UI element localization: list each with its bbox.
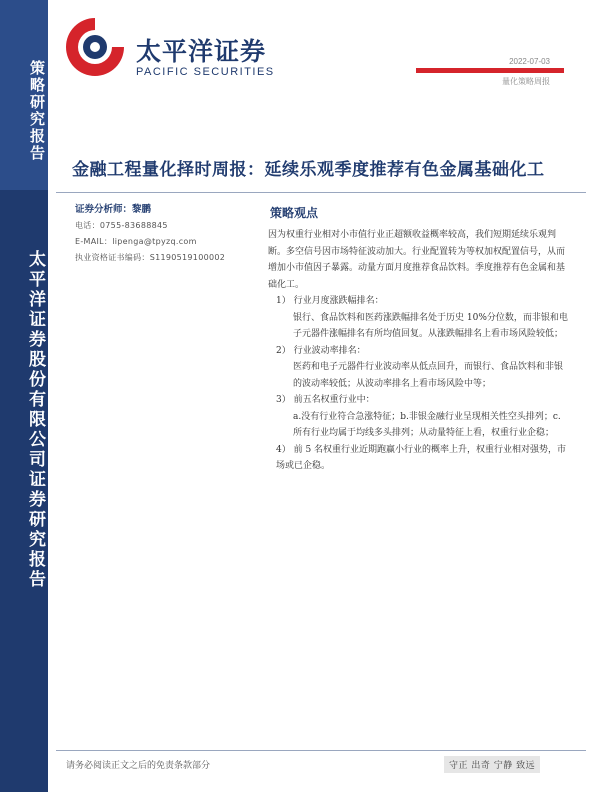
page-title: 金融工程量化择时周报：延续乐观季度推荐有色金属基础化工 <box>72 160 545 180</box>
section-title: 策略观点 <box>270 206 319 220</box>
brand-name-cn: 太平洋证券 <box>136 37 267 66</box>
strategy-body <box>268 227 568 475</box>
analyst-name: 证券分析师：黎鹏 <box>75 204 152 215</box>
sidebar <box>0 0 48 792</box>
list-item-detail: a.没有行业符合急涨特征；b.非银金融行业呈现相关性空头排列；c. 所有行业均属于均线多头排列；从动量特征上看，权重行业企稳； <box>293 411 561 438</box>
list-item-detail: 银行、食品饮料和医药涨跌幅排名处于历史 10%分位数，而非银和电子元器件涨幅排名有所均值回复。从涨跌幅排名上看市场风险较低； <box>293 312 568 339</box>
report-date: 2022-07-03 <box>509 57 550 66</box>
analyst-license: 执业资格证书编码：S1190519100002 <box>75 253 226 262</box>
intro-paragraph: 因为权重行业相对小市值行业正超额收益概率较高，我们短期延续乐观判断。多空信号因市场特征波动加大。行业配置转为等权加权配置信号，从而增加小市值因子暴露。动量方面月度推荐食品饮料。季度推荐有色金属和基础化工。 <box>268 230 566 290</box>
footer-divider <box>56 750 586 751</box>
list-item-heading: 2） 行业波动率排名： <box>276 345 366 356</box>
analyst-email: E-MAIL：lipenga@tpyzq.com <box>75 237 197 246</box>
report-type: 量化策略周报 <box>502 77 550 86</box>
header-accent-bar <box>416 68 564 73</box>
analyst-phone: 电话：0755-83688845 <box>75 221 168 230</box>
list-item-heading: 1） 行业月度涨跌幅排名： <box>276 296 384 306</box>
list-item-detail: 医药和电子元器件行业波动率从低点回升，而银行、食品饮料和非银的波动率较低；从波动率排名上看市场风险中等； <box>293 362 564 389</box>
list-item-heading: 3） 前五名权重行业中： <box>276 395 375 405</box>
list-item-heading: 4） 前 5 名权重行业近期跑赢小行业的概率上升，权重行业相对强势，市场或已企稳。 <box>276 444 567 471</box>
title-divider <box>56 192 586 193</box>
company-motto: 守正 出奇 宁静 致远 <box>444 756 540 773</box>
analyst-info <box>75 202 225 266</box>
brand-name-en: PACIFIC SECURITIES <box>136 66 275 78</box>
sidebar-top-label: 策略研究报告 <box>28 60 46 162</box>
sidebar-vertical-label: 太平洋证券股份有限公司证券研究报告 <box>25 250 45 590</box>
disclaimer-note: 请务必阅读正文之后的免责条款部分 <box>66 761 211 771</box>
pacific-securities-logo <box>62 14 128 80</box>
